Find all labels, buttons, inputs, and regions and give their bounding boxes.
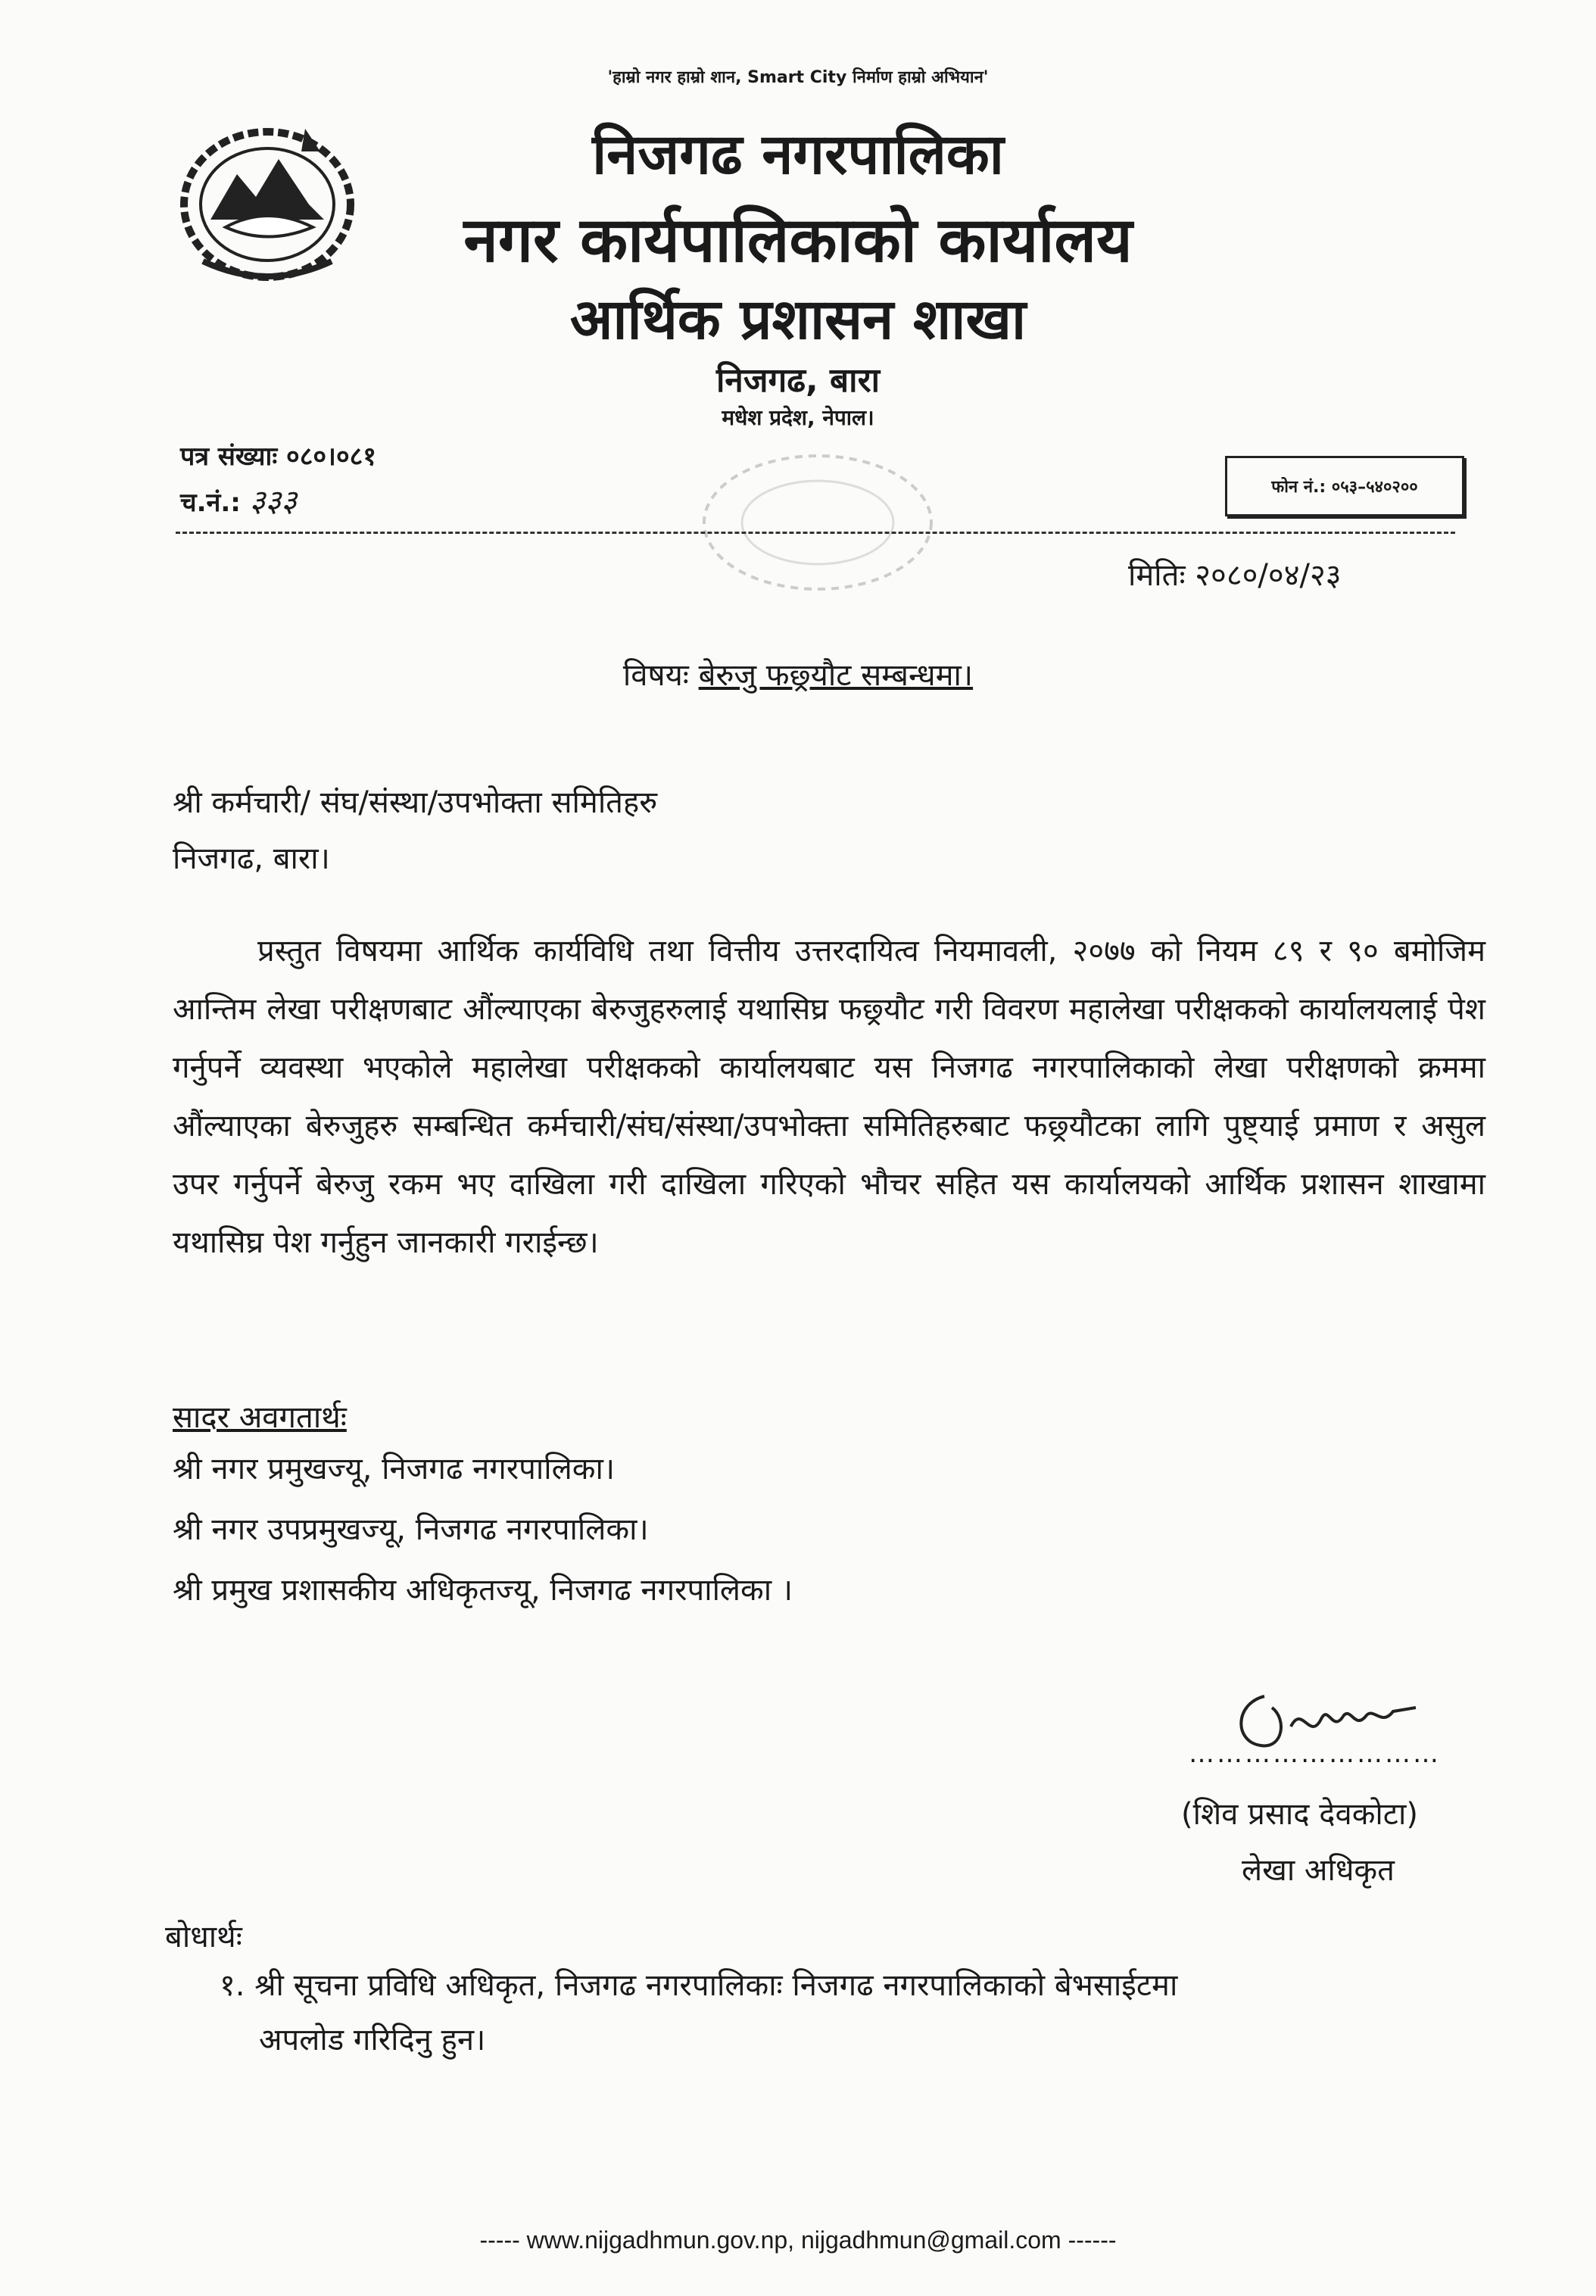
footer-contact: ----- www.nijgadhmun.gov.np, nijgadhmun@gmail.com ------ [479,2226,1117,2254]
cc-item: श्री नगर प्रमुखज्यू, निजगढ नगरपालिका। [173,1452,615,1486]
dispatch-value: ३३३ [249,484,298,519]
office-location: निजगढ, बारा [716,361,880,400]
phone-number: फोन नं.: ०५३–५४०२०० [1271,478,1418,497]
faint-stamp-mark [697,447,939,598]
signature-line: ……………………… [1189,1739,1441,1769]
subject-label: विषयः [622,658,689,693]
header-divider [176,532,1455,534]
cc-item: श्री प्रमुख प्रशासकीय अधिकृतज्यू, निजगढ नगरपालिका । [173,1573,793,1608]
addressee-line-1: श्री कर्मचारी/ संघ/संस्था/उपभोक्ता समितिहरु [173,785,658,820]
addressee-line-2: निजगढ, बारा। [173,841,330,876]
subject-text: बेरुजु फछ्र्यौट सम्बन्धमा। [698,658,974,693]
cc-item: श्री नगर उपप्रमुखज्यू, निजगढ नगरपालिका। [173,1512,649,1547]
office-name: नगर कार्यपालिकाको कार्यालय [463,204,1133,276]
body-paragraph: प्रस्तुत विषयमा आर्थिक कार्यविधि तथा वित्तीय उत्तरदायित्व नियमावली, २०७७ को नियम ८९ र ९० बमोजिम आन्तिम लेखा परीक्षणबाट औंल्याएका बेरुजुहरुलाई यथासिघ्र फछ्र्यौट गरी विवरण महालेखा परीक्षकको कार्यालयलाई पेश गर्नुपर्ने व्यवस्था भएकोले महालेखा परीक्षकको कार्यालयबाट यस निजगढ नगरपालिकाको लेखा परीक्षणको क्रममा औंल्याएका बेरुजुहरु सम्बन्धित कर्मचारी/संघ/संस्था/उपभोक्ता समितिहरुबाट फछ्र्यौटका लागि पुष्ट्याई प्रमाण र असुल उपर गर्नुपर्ने बेरुजु रकम भए दाखिला गरी दाखिला गरिएको भौचर सहित यस कार्यालयको आर्थिक प्रशासन शाखामा यथासिघ्र पेश गर्नुहुन जानकारी गराईन्छ। [173,934,1485,1260]
slogan: 'हाम्रो नगर हाम्रो शान, Smart City निर्माण हाम्रो अभियान' [607,68,989,87]
phone-box [1225,456,1464,516]
cc-heading: सादर अवगतार्थः [173,1400,347,1435]
signatory-designation: लेखा अधिकृत [1242,1853,1395,1888]
section-name: आर्थिक प्रशासन शाखा [569,287,1027,352]
signatory-name: (शिव प्रसाद देवकोटा) [1181,1797,1418,1832]
dispatch-number [180,479,297,520]
info-item-line-1: १. श्री सूचना प्रविधि अधिकृत, निजगढ नगरपालिकाः निजगढ नगरपालिकाको बेभसाईटमा [220,1968,1178,2003]
info-heading: बोधार्थः [165,1920,242,1954]
municipality-name: निजगढ नगरपालिका [592,122,1004,187]
subject-line [0,653,1596,694]
letter-date: मितिः २०८०/०४/२३ [1128,558,1342,593]
dispatch-label: च.नं.: [180,488,241,518]
info-item-line-2: अपलोड गरिदिनु हुन। [259,2023,486,2057]
letter-number: पत्र संख्याः ०८०।०८१ [180,441,376,472]
province-country: मधेश प्रदेश, नेपाल। [722,405,874,430]
